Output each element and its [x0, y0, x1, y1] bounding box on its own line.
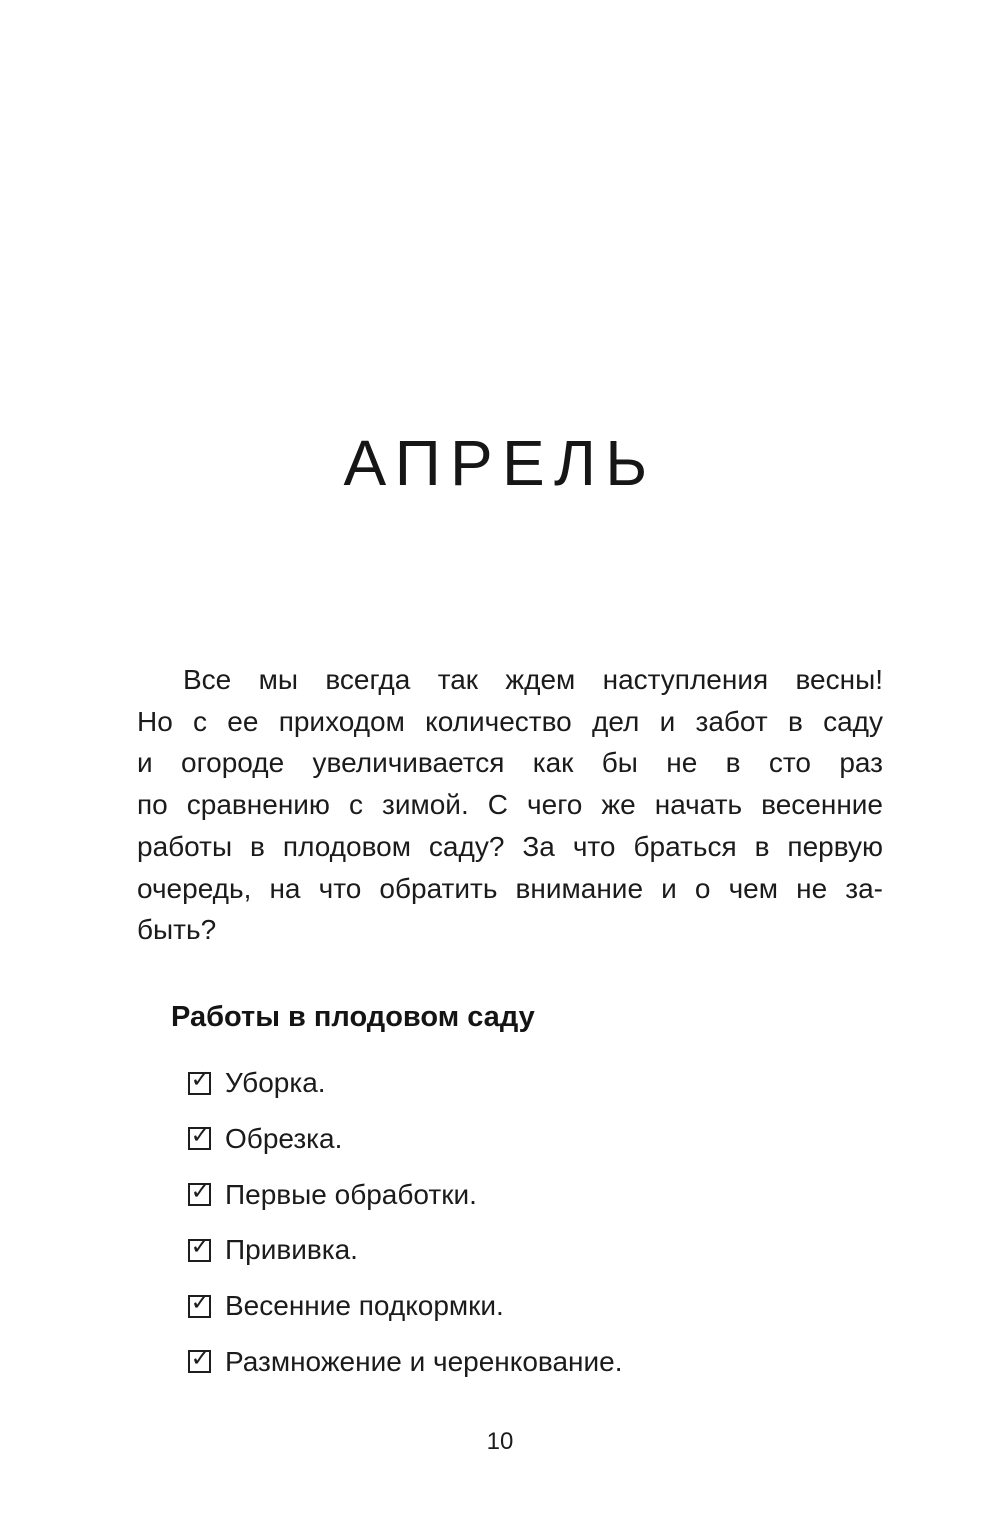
paragraph-line: работы в плодовом саду? За что браться в первую [137, 830, 883, 862]
check-mark-icon: ✓ [190, 1233, 211, 1261]
intro-paragraph [137, 659, 883, 951]
checkbox-checked-icon [188, 1121, 211, 1150]
checkbox-checked-icon [188, 1177, 211, 1206]
checklist-item [188, 1235, 622, 1265]
chapter-title: АПРЕЛЬ [343, 427, 657, 499]
checkbox-checked-icon [188, 1344, 211, 1373]
checklist-item-label: Первые обработки. [225, 1178, 477, 1210]
check-mark-icon: ✓ [190, 1289, 211, 1317]
checklist-item [188, 1291, 622, 1321]
checklist-item-label: Размножение и черенкование. [225, 1345, 623, 1377]
checklist-item [188, 1177, 622, 1210]
check-mark-icon: ✓ [190, 1344, 211, 1372]
check-mark-icon: ✓ [190, 1121, 211, 1149]
paragraph-line: Все мы всегда так ждем наступления весны! [183, 664, 883, 695]
paragraph-line: Но с ее приходом количество дел и забот в саду [137, 705, 883, 737]
checklist [188, 1068, 622, 1403]
checklist-item [188, 1121, 622, 1154]
checklist-item-label: Весенние подкормки. [225, 1290, 504, 1322]
check-mark-icon: ✓ [190, 1177, 211, 1205]
checklist-item-label: Уборка. [225, 1067, 326, 1098]
checklist-item-label: Прививка. [225, 1234, 358, 1266]
checklist-item [188, 1068, 622, 1098]
page-number: 10 [486, 1428, 514, 1455]
checkbox-checked-icon [188, 1289, 211, 1318]
paragraph-line: очередь, на что обратить внимание и о чем не за- [137, 872, 883, 904]
checkbox-checked-icon [188, 1066, 211, 1095]
checkbox-checked-icon [188, 1233, 211, 1262]
check-mark-icon: ✓ [190, 1066, 211, 1093]
paragraph-line: быть? [137, 914, 217, 946]
paragraph-line: по сравнению с зимой. С чего же начать весенние [137, 789, 883, 821]
paragraph-line: и огороде увеличивается как бы не в сто раз [137, 747, 883, 779]
checklist-item-label: Обрезка. [225, 1122, 343, 1154]
checklist-item [188, 1344, 623, 1377]
section-heading: Работы в плодовом саду [171, 1001, 535, 1033]
